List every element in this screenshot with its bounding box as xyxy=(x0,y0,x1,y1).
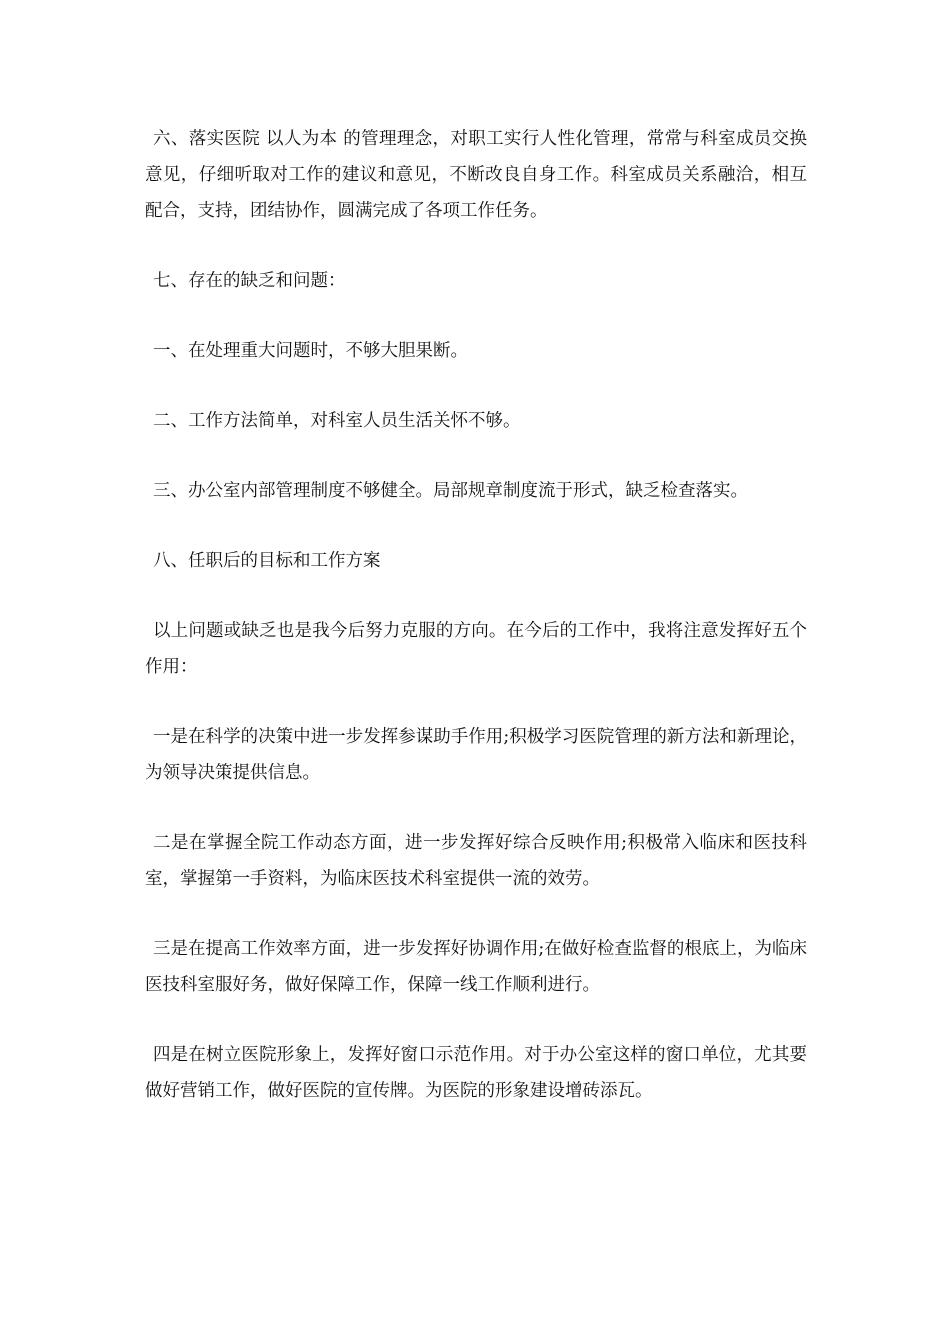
paragraph-problem-three: 三、办公室内部管理制度不够健全。局部规章制度流于形式，缺乏检查落实。 xyxy=(153,481,748,501)
paragraph-role-four: 四是在树立医院形象上，发挥好窗口示范作用。对于办公室这样的窗口单位，尤其要做好营销工作，做好医院的宣传牌。为医院的形象建设增砖添瓦。 xyxy=(145,1045,807,1101)
paragraph-role-two: 二是在掌握全院工作动态方面，进一步发挥好综合反映作用;积极常入临床和医技科室，掌握第一手资料，为临床医技术科室提供一流的效劳。 xyxy=(145,833,807,889)
document-page xyxy=(145,121,807,1143)
paragraph-section-six: 六、落实医院 以人为本 的管理理念，对职工实行人性化管理，常常与科室成员交换意见，仔细听取对工作的建议和意见，不断改良自身工作。科室成员关系融洽，相互配合，支持，团结协作，圆满完成了各项工作任务。 xyxy=(145,129,807,221)
paragraph-role-one: 一是在科学的决策中进一步发挥参谋助手作用;积极学习医院管理的新方法和新理论，为领导决策提供信息。 xyxy=(145,727,807,783)
paragraph-problem-two: 二、工作方法简单，对科室人员生活关怀不够。 xyxy=(153,411,521,431)
paragraph-section-seven-heading: 七、存在的缺乏和问题： xyxy=(153,271,346,291)
paragraph-section-eight-heading: 八、任职后的目标和工作方案 xyxy=(153,551,381,571)
paragraph-intro-five-roles: 以上问题或缺乏也是我今后努力克服的方向。在今后的工作中，我将注意发挥好五个作用： xyxy=(145,621,807,677)
paragraph-role-three: 三是在提高工作效率方面，进一步发挥好协调作用;在做好检查监督的根底上，为临床医技科室服好务，做好保障工作，保障一线工作顺利进行。 xyxy=(145,939,807,995)
paragraph-problem-one: 一、在处理重大问题时，不够大胆果断。 xyxy=(153,341,468,361)
